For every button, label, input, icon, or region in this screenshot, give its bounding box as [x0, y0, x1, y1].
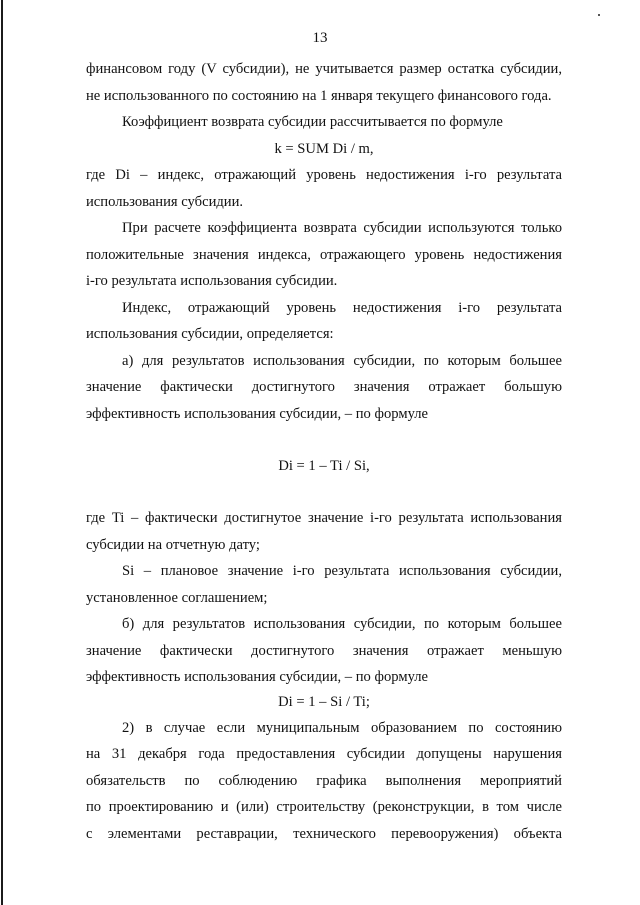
- scan-speck: [598, 14, 600, 16]
- scan-border-line: [1, 0, 3, 905]
- text-line: положительные значения индекса, отражающего уровень недостижения: [86, 247, 562, 263]
- formula-di-2: Di = 1 – Si / Ti;: [278, 694, 370, 710]
- text-line: не использованного по состоянию на 1 января текущего финансового года.: [86, 88, 552, 104]
- formula-k: k = SUM Di / m,: [274, 141, 374, 157]
- text-line: а) для результатов использования субсидии, по которым большее: [122, 353, 562, 369]
- text-line: Коэффициент возврата субсидии рассчитывается по формуле: [122, 114, 503, 130]
- text-line: б) для результатов использования субсидии, по которым большее: [122, 616, 562, 632]
- text-line: i-го результата использования субсидии.: [86, 273, 338, 289]
- text-line: с элементами реставрации, технического перевооружения) объекта: [86, 826, 562, 842]
- formula-di-1: Di = 1 – Ti / Si,: [278, 458, 370, 474]
- text-line: финансовом году (V субсидии), не учитывается размер остатка субсидии,: [86, 61, 562, 77]
- text-line: использования субсидии, определяется:: [86, 326, 334, 342]
- text-line: эффективность использования субсидии, – по формуле: [86, 669, 428, 685]
- text-line: значение фактически достигнутого значения отражает большую: [86, 379, 562, 395]
- text-line: использования субсидии.: [86, 194, 244, 210]
- text-line: значение фактически достигнутого значения отражает меньшую: [86, 643, 562, 659]
- text-line: 2) в случае если муниципальным образованием по состоянию: [122, 720, 562, 736]
- text-line: установленное соглашением;: [86, 590, 268, 606]
- text-line: При расчете коэффициента возврата субсидии используются только: [122, 220, 562, 236]
- text-line: по проектированию и (или) строительству (реконструкции, в том числе: [86, 799, 562, 815]
- text-line: Si – плановое значение i-го результата использования субсидии,: [122, 563, 562, 579]
- text-line: где Di – индекс, отражающий уровень недостижения i-го результата: [86, 167, 562, 183]
- text-line: где Ti – фактически достигнутое значение i-го результата использования: [86, 510, 562, 526]
- text-line: на 31 декабря года предоставления субсидии допущены нарушения: [86, 746, 562, 762]
- text-line: Индекс, отражающий уровень недостижения i-го результата: [122, 300, 562, 316]
- text-line: обязательств по соблюдению графика выполнения мероприятий: [86, 773, 562, 789]
- text-line: субсидии на отчетную дату;: [86, 537, 260, 553]
- text-line: эффективность использования субсидии, – по формуле: [86, 406, 428, 422]
- page-number: 13: [312, 30, 328, 46]
